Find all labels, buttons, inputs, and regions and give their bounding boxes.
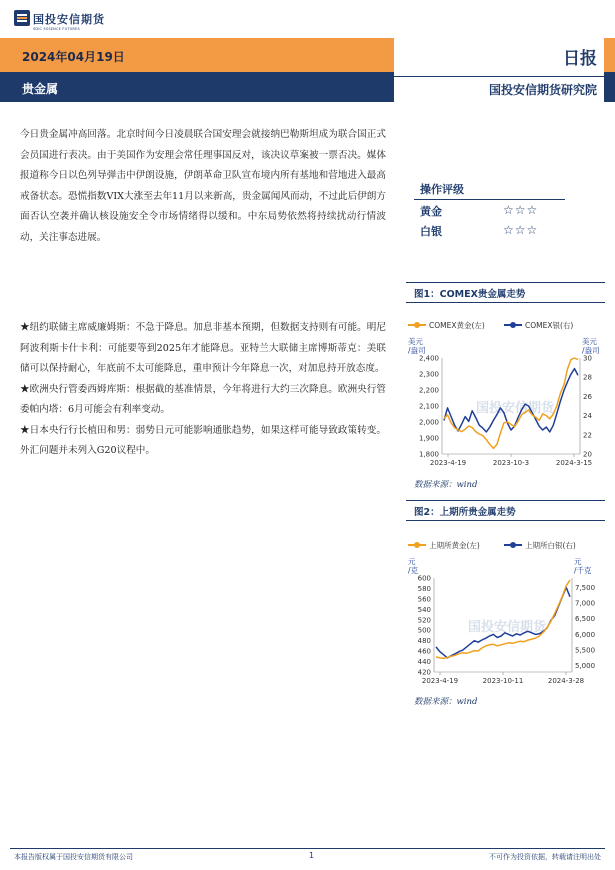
left-tick-label: 520 [417, 616, 431, 625]
news-item-fed: ★纽约联储主席威廉姆斯：不急于降息。加息非基本预期，但数据支持则有可能。明尼阿波利斯卡什卡利：可能要等到2025年才能降息。亚特兰大联储主席博斯蒂克：美联储可以保持耐心，年底前不太可能降息，重申预计今年降息一次，对加息持开放态度。 [20, 322, 386, 374]
left-tick-label: 540 [417, 605, 431, 614]
logo-text-cn: 国投安信期货 [33, 13, 105, 26]
figure1-chart [404, 314, 604, 474]
news-section [20, 318, 386, 462]
figure2-source: 数据来源：wind [414, 697, 478, 707]
right-tick-label: 22 [583, 431, 592, 440]
star-rating-icon: ☆☆☆ [503, 223, 539, 237]
right-tick-label: 20 [583, 450, 592, 459]
legend-marker-1 [510, 542, 516, 548]
legend-label-0: COMEX黄金(左) [429, 321, 485, 330]
left-axis-unit-line1: 元 [408, 557, 416, 566]
left-tick-label: 560 [417, 595, 431, 604]
left-tick-label: 1,900 [418, 434, 439, 443]
right-tick-label: 6,500 [575, 615, 596, 624]
left-tick-label: 460 [417, 647, 431, 656]
legend-label-0: 上期所黄金(左) [429, 541, 480, 550]
rating-row-silver [420, 223, 560, 243]
right-axis-unit-line2: /盎司 [582, 346, 600, 355]
rating-name: 白银 [420, 225, 442, 238]
left-axis-unit-line2: /盎司 [408, 346, 426, 355]
legend-marker-0 [414, 542, 420, 548]
chart-watermark: 国投安信期货 [467, 620, 547, 635]
left-tick-label: 440 [417, 658, 431, 667]
right-tick-label: 5,500 [575, 646, 596, 655]
left-tick-label: 1,800 [418, 450, 439, 459]
rating-divider [414, 199, 565, 200]
right-tick-label: 28 [583, 373, 592, 382]
right-tick-label: 7,500 [575, 583, 596, 592]
left-tick-label: 2,200 [418, 386, 439, 395]
figure2-title-divider [406, 520, 605, 521]
left-tick-label: 600 [417, 574, 431, 583]
right-axis-unit-line1: 元 [574, 557, 582, 566]
footer-disclaimer: 不可作为投资依据，转载请注明出处 [489, 853, 601, 861]
figure1-top-divider [406, 282, 605, 283]
left-tick-label: 2,300 [418, 370, 439, 379]
footer-divider [10, 848, 605, 849]
right-tick-label: 24 [583, 412, 592, 421]
header-divider [394, 76, 605, 77]
right-tick-label: 5,000 [575, 662, 596, 671]
footer-copyright: 本报告版权属于国投安信期货有限公司 [14, 853, 133, 861]
x-tick-label: 2023-4-19 [421, 677, 459, 685]
report-sector: 贵金属 [22, 82, 59, 96]
left-tick-label: 2,100 [418, 402, 439, 411]
rating-title: 操作评级 [420, 183, 464, 196]
x-tick-label: 2023-10-11 [482, 677, 524, 685]
chart-watermark: 国投安信期货 [475, 401, 555, 416]
left-tick-label: 420 [417, 668, 431, 677]
left-tick-label: 2,000 [418, 418, 439, 427]
left-tick-label: 580 [417, 584, 431, 593]
page-number: 1 [309, 851, 315, 860]
right-axis-unit-line2: /千克 [574, 566, 592, 575]
institute-name: 国投安信期货研究院 [488, 83, 597, 97]
left-tick-label: 480 [417, 637, 431, 646]
market-summary-paragraph: 今日贵金属冲高回落。北京时间今日凌晨联合国安理会就接纳巴勒斯坦成为联合国正式会员国进行表决。由于美国作为安理会常任理事国反对，该决议草案被一票否决。媒体报道称今日以色列导弹击中伊朗设施，伊朗革命卫队宣布境内所有基地和营地进入最高戒备状态。恐慌指数VIX大涨至去年11月以来新高，贵金属闻风而动，不过此后伊朗方面否认空袭并确认核设施安全令市场情绪得以缓和。中东局势依然将持续扰动行情波动，关注事态进展。 [20, 129, 386, 243]
left-axis-unit-line1: 美元 [408, 337, 423, 346]
right-tick-label: 6,000 [575, 630, 596, 639]
logo-text-en: SDIC ESSENCE FUTURES [33, 27, 80, 31]
rating-name: 黄金 [420, 205, 442, 218]
figure2-chart [404, 534, 604, 692]
x-tick-label: 2023-4-19 [429, 459, 467, 467]
figure1-title: 图1：COMEX贵金属走势 [414, 289, 526, 300]
left-axis-unit-line2: /克 [408, 566, 419, 575]
left-tick-label: 2,400 [418, 354, 439, 363]
legend-label-1: 上期所白银(右) [525, 541, 576, 550]
news-item-ecb: ★欧洲央行管委西姆库斯：根据截的基准情景，今年将进行大约三次降息。欧洲央行管委帕内塔：6月可能会有利率变动。 [20, 383, 386, 415]
x-tick-label: 2023-10-3 [492, 459, 530, 467]
left-tick-label: 500 [417, 626, 431, 635]
rating-row-gold [420, 203, 560, 223]
legend-label-1: COMEX银(右) [525, 321, 574, 330]
figure2-title: 图2：上期所贵金属走势 [414, 507, 516, 518]
star-rating-icon: ☆☆☆ [503, 203, 539, 217]
right-tick-label: 26 [583, 392, 592, 401]
right-tick-label: 7,000 [575, 599, 596, 608]
x-tick-label: 2024-3-15 [555, 459, 593, 467]
right-axis-unit-line1: 美元 [582, 337, 597, 346]
figure2-top-divider [406, 500, 605, 501]
figure1-title-divider [406, 302, 605, 303]
report-date: 2024年04月19日 [22, 50, 125, 64]
legend-marker-0 [414, 322, 420, 328]
company-logo [14, 8, 114, 36]
x-tick-label: 2024-3-28 [547, 677, 585, 685]
figure1-source: 数据来源：wind [414, 480, 478, 490]
logo-mark-icon [14, 10, 30, 26]
news-item-boj: ★日本央行行长植田和男：弱势日元可能影响通胀趋势，如果这样可能导致政策转变。外汇问题并未列入G20议程中。 [20, 424, 386, 456]
legend-marker-1 [510, 322, 516, 328]
report-type: 日报 [563, 49, 597, 69]
right-tick-label: 30 [583, 354, 592, 363]
